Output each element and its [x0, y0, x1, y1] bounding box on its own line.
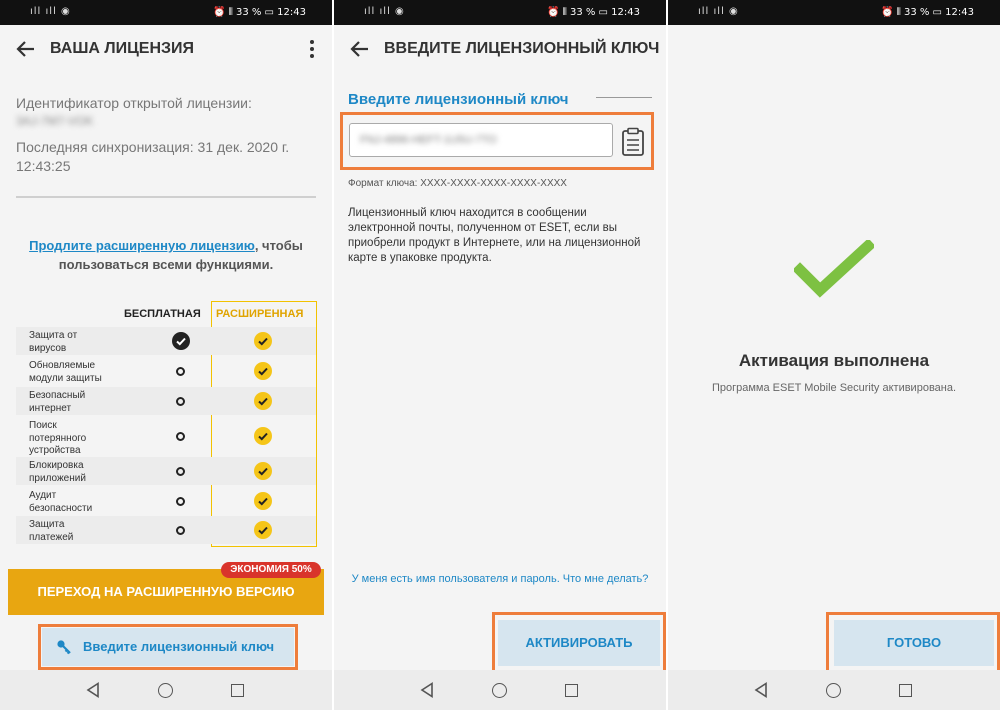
status-right: ⏰ ⫴ 33 % ▭ 12:43 [546, 7, 640, 18]
status-bar [668, 0, 1000, 25]
check-yellow-icon [254, 362, 272, 380]
col-premium-header: РАСШИРЕННАЯ [216, 308, 304, 320]
divider [16, 196, 316, 198]
upgrade-button[interactable]: ПЕРЕХОД НА РАСШИРЕННУЮ ВЕРСИЮ [8, 569, 324, 615]
section-rule [596, 97, 652, 98]
check-filled-icon [172, 332, 190, 350]
circle-icon [176, 367, 185, 376]
feature-label: Обновляемые модули защиты [29, 360, 102, 384]
clipboard-icon[interactable] [621, 127, 645, 157]
feature-row [16, 487, 316, 515]
col-free-header: БЕСПЛАТНАЯ [124, 308, 201, 320]
more-menu-icon[interactable] [302, 39, 322, 61]
signal-icons: ıll ıll ◉ [30, 6, 71, 17]
success-check-icon [794, 240, 874, 300]
nav-home-icon[interactable] [492, 683, 507, 698]
feature-label: Аудит безопасности [29, 490, 93, 514]
done-button[interactable]: ГОТОВО [834, 620, 994, 666]
nav-recents-icon[interactable] [899, 684, 912, 697]
check-yellow-icon [254, 492, 272, 510]
license-id-label: Идентификатор открытой лицензии: [16, 95, 252, 111]
feature-label: Безопасный интернет [29, 390, 86, 414]
signal-icons: ıll ıll ◉ [364, 6, 405, 17]
key-location-hint: Лицензионный ключ находится в сообщении электронной почты, полученном от ESET, если вы приобрели продукт в Интернете, или на лицензионной карте в упаковке продукта. [348, 207, 641, 264]
page-title: ВАША ЛИЦЕНЗИЯ [50, 40, 195, 57]
promo-text [16, 236, 316, 274]
check-yellow-icon [254, 332, 272, 350]
app-bar [334, 25, 666, 73]
signal-icons: ıll ıll ◉ [698, 6, 739, 17]
page-title: ВВЕДИТЕ ЛИЦЕНЗИОННЫЙ КЛЮЧ [384, 40, 660, 57]
enter-key-screen [334, 0, 666, 710]
license-key-input[interactable] [349, 123, 613, 157]
section-title: Введите лицензионный ключ [348, 91, 569, 108]
enter-key-label: Введите лицензионный ключ [83, 639, 275, 654]
feature-row [16, 357, 316, 385]
check-yellow-icon [254, 521, 272, 539]
feature-label: Блокировка приложений [29, 460, 86, 484]
feature-label: Поиск потерянного устройства [29, 420, 87, 456]
feature-row [16, 327, 316, 355]
feature-label: Защита платежей [29, 519, 74, 543]
success-subtitle: Программа ESET Mobile Security активирована. [711, 382, 957, 394]
license-id-value: 3AJ-7M7-VOK [16, 114, 94, 128]
activate-button[interactable]: АКТИВИРОВАТЬ [498, 620, 660, 666]
nav-back-icon[interactable] [86, 682, 100, 698]
nav-back-icon[interactable] [420, 682, 434, 698]
back-arrow-icon[interactable] [14, 37, 38, 61]
nav-home-icon[interactable] [158, 683, 173, 698]
feature-row [16, 457, 316, 485]
circle-icon [176, 432, 185, 441]
check-yellow-icon [254, 462, 272, 480]
back-arrow-icon[interactable] [348, 37, 372, 61]
activation-success-screen [668, 0, 1000, 710]
check-yellow-icon [254, 392, 272, 410]
license-key-value: FNJ-4896-HEFT-1U5U-7TO [360, 134, 497, 146]
renew-license-link[interactable]: Продлите расширенную лицензию [29, 238, 255, 253]
last-sync-text: Последняя синхронизация: 31 дек. 2020 г. 12:43:25 [16, 139, 290, 174]
savings-badge: ЭКОНОМИЯ 50% [221, 562, 321, 578]
feature-label: Защита от вирусов [29, 330, 78, 354]
status-right: ⏰ ⫴ 33 % ▭ 12:43 [880, 7, 974, 18]
enter-license-key-button[interactable] [42, 628, 294, 666]
android-nav-bar [334, 670, 666, 710]
android-nav-bar [0, 670, 332, 710]
feature-row [16, 387, 316, 415]
nav-back-icon[interactable] [754, 682, 768, 698]
nav-recents-icon[interactable] [565, 684, 578, 697]
check-yellow-icon [254, 427, 272, 445]
status-bar [334, 0, 666, 25]
promo-rest: , чтобы пользоваться всеми функциями. [58, 238, 303, 272]
nav-recents-icon[interactable] [231, 684, 244, 697]
circle-icon [176, 467, 185, 476]
success-title: Активация выполнена [738, 351, 930, 370]
key-icon [56, 639, 72, 655]
status-right: ⏰ ⫴ 33 % ▭ 12:43 [212, 7, 306, 18]
android-nav-bar [668, 670, 1000, 710]
status-bar [0, 0, 332, 25]
feature-row [16, 516, 316, 544]
app-bar [0, 25, 332, 73]
login-credentials-link[interactable]: У меня есть имя пользователя и пароль. Что мне делать? [351, 573, 649, 585]
circle-icon [176, 497, 185, 506]
license-screen [0, 0, 332, 710]
circle-icon [176, 526, 185, 535]
feature-row [16, 417, 316, 457]
circle-icon [176, 397, 185, 406]
key-format-hint: Формат ключа: XXXX-XXXX-XXXX-XXXX-XXXX [348, 178, 567, 189]
nav-home-icon[interactable] [826, 683, 841, 698]
